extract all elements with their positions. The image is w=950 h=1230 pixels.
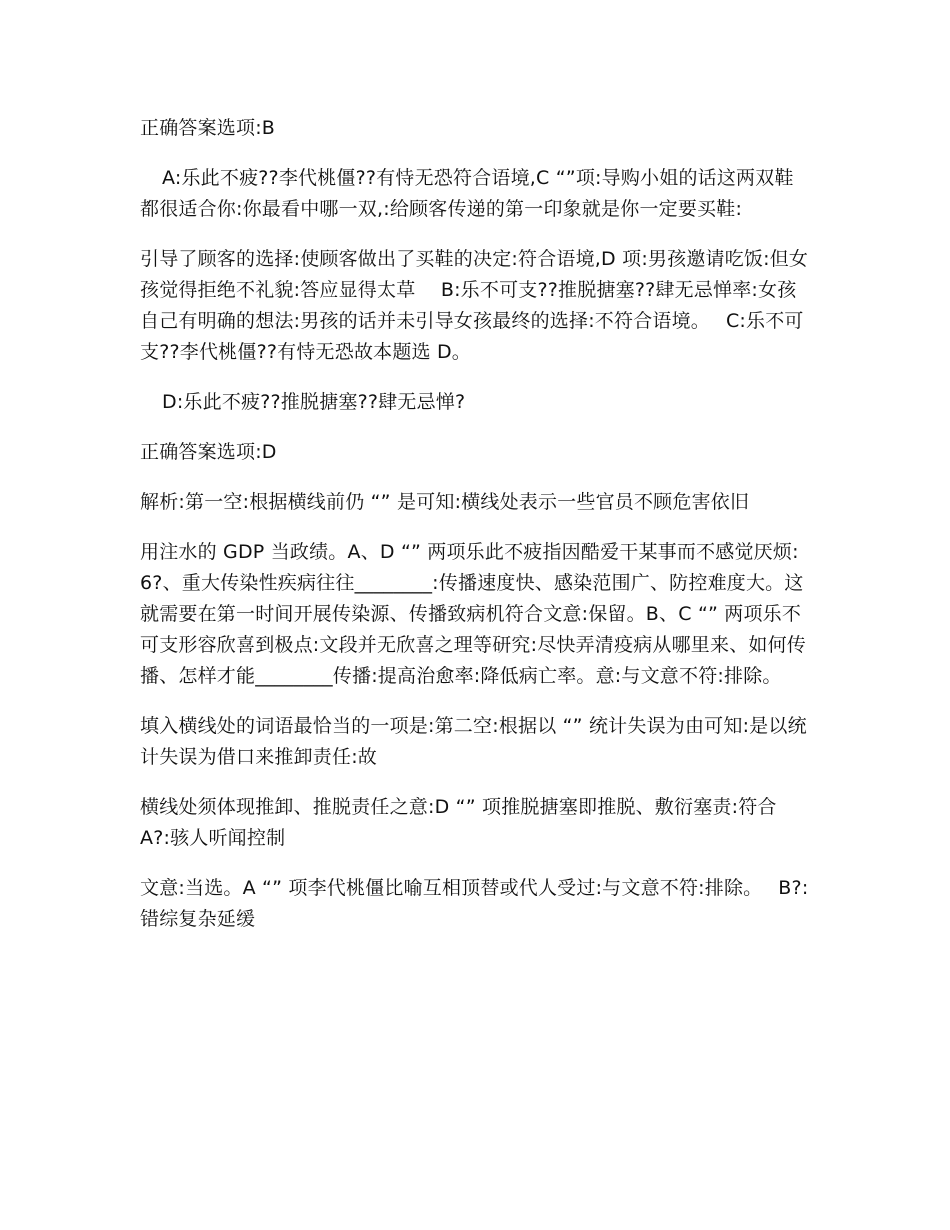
option-d-explanation: 引导了顾客的选择:使顾客做出了买鞋的决定:符合语境,D 项:男孩邀请吃饭:但女孩觉得拒绝不礼貌:答应显得太草 B:乐不可支??推脱搪塞??肆无忌惮率:女孩自己有明确的想法:男孩的话并未引导女孩最终的选择:不符合语境。 C:乐不可支??李代桃僵??有恃无恐故本题选 D。 bbox=[140, 248, 809, 363]
option-d-line: D:乐此不疲??推脱搪塞??肆无忌惮? bbox=[162, 391, 466, 413]
responsibility-paragraph: 横线处须体现推卸、推脱责任之意:D “” 项推脱搪塞即推脱、敷衍塞责:符合 A?:骇人听闻控制 bbox=[140, 796, 803, 849]
analysis-continued-paragraph: 用注水的 GDP 当政绩。A、D “” 两项乐此不疲指因酷爱干某事而不感觉厌烦:6?、重大传染性疾病往往________:传播速度快、感染范围广、防控难度大。这就需要在第一时间开展传染源、传播致病机符合文意:保留。B、C “” 两项乐不可支形容欣喜到极点:文段并无欣喜之理等研究:尽快弄清疫病从哪里来、如何传播、怎样才能________传播:提高治愈率:降低病亡率。意:与文意不符:排除。 bbox=[140, 541, 807, 687]
answer-line-1: 正确答案选项:B bbox=[140, 117, 276, 139]
second-blank-paragraph: 填入横线处的词语最恰当的一项是:第二空:根据以 “” 统计失误为由可知:是以统计失误为借口来推卸责任:故 bbox=[140, 715, 807, 768]
document-body bbox=[140, 113, 812, 954]
option-a-explanation: A:乐此不疲??李代桃僵??有恃无恐符合语境,C “”项:导购小姐的话这两双鞋都很适合你:你最看中哪一双,:给顾客传递的第一印象就是你一定要买鞋: bbox=[140, 167, 794, 220]
answer-line-2: 正确答案选项:D bbox=[140, 441, 277, 463]
conclusion-paragraph: 文意:当选。A “” 项李代桃僵比喻互相顶替或代人受过:与文意不符:排除。 B?:错综复杂延缓 bbox=[140, 877, 809, 930]
analysis-paragraph: 解析:第一空:根据横线前仍 “” 是可知:横线处表示一些官员不顾危害依旧 bbox=[140, 491, 750, 513]
